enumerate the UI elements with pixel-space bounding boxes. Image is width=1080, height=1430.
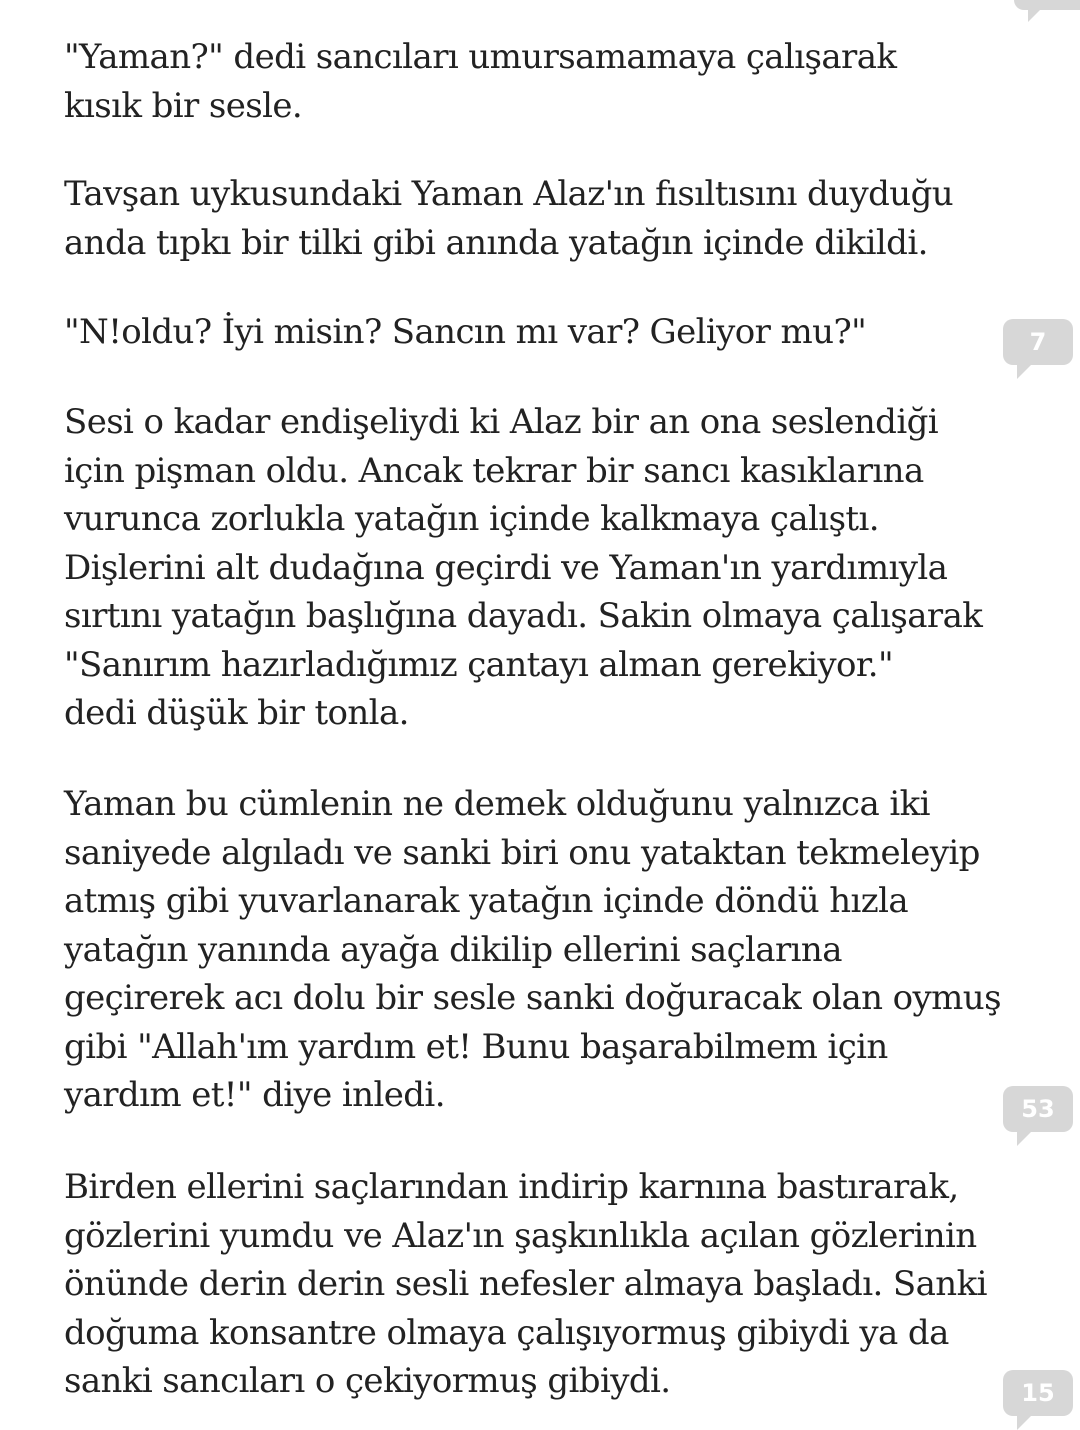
paragraph-3: "N!oldu? İyi misin? Sancın mı var? Geliyor mu?"	[64, 312, 867, 352]
paragraph-4: Sesi o kadar endişeliydi ki Alaz bir an ona seslendiği için pişman oldu. Ancak tekrar bir sancı kasıklarına vurunca zorlukla yatağın içinde kalkmaya çalıştı. Dişlerini alt dudağına geçirdi ve Yaman'ın yardımıyla sırtını yatağın başlığına dayadı. Sakin olmaya çalışarak "Sanırım hazırladığımız çantayı alman gerekiyor." dedi düşük bir tonla.	[64, 402, 983, 733]
comment-count-badge-paragraph-5[interactable]	[1003, 1086, 1073, 1132]
comment-badge-partial[interactable]	[1014, 0, 1080, 10]
speech-bubble-tail-icon	[1028, 8, 1042, 22]
paragraph-2: Tavşan uykusundaki Yaman Alaz'ın fısıltısını duyduğu anda tıpkı bir tilki gibi anında yatağın içinde dikildi.	[64, 174, 954, 263]
speech-bubble-tail-icon	[1017, 363, 1033, 379]
comment-count-badge-paragraph-3[interactable]	[1003, 319, 1073, 365]
paragraph-6: Birden ellerini saçlarından indirip karnına bastırarak, gözlerini yumdu ve Alaz'ın şaşkınlıkla açılan gözlerinin önünde derin derin sesli nefesler almaya başladı. Sanki doğuma konsantre olmaya çalışıyormuş gibiydi ya da sanki sancıları o çekiyormuş gibiydi.	[64, 1167, 987, 1401]
comment-count: 7	[1029, 328, 1047, 356]
comment-count-badge-paragraph-6[interactable]	[1003, 1370, 1073, 1416]
comment-count: 15	[1021, 1379, 1055, 1407]
speech-bubble-tail-icon	[1017, 1414, 1033, 1430]
paragraph-5: Yaman bu cümlenin ne demek olduğunu yalnızca iki saniyede algıladı ve sanki biri onu yataktan tekmeleyip atmış gibi yuvarlanarak yatağın içinde döndü hızla yatağın yanında ayağa dikilip ellerini saçlarına geçirerek acı dolu bir sesle sanki doğuracak olan oymuş gibi "Allah'ım yardım et! Bunu başarabilmem için yardım et!" diye inledi.	[64, 784, 1001, 1115]
paragraph-1: "Yaman?" dedi sancıları umursamamaya çalışarak kısık bir sesle.	[64, 37, 897, 126]
comment-count: 53	[1021, 1095, 1055, 1123]
speech-bubble-tail-icon	[1017, 1130, 1033, 1146]
